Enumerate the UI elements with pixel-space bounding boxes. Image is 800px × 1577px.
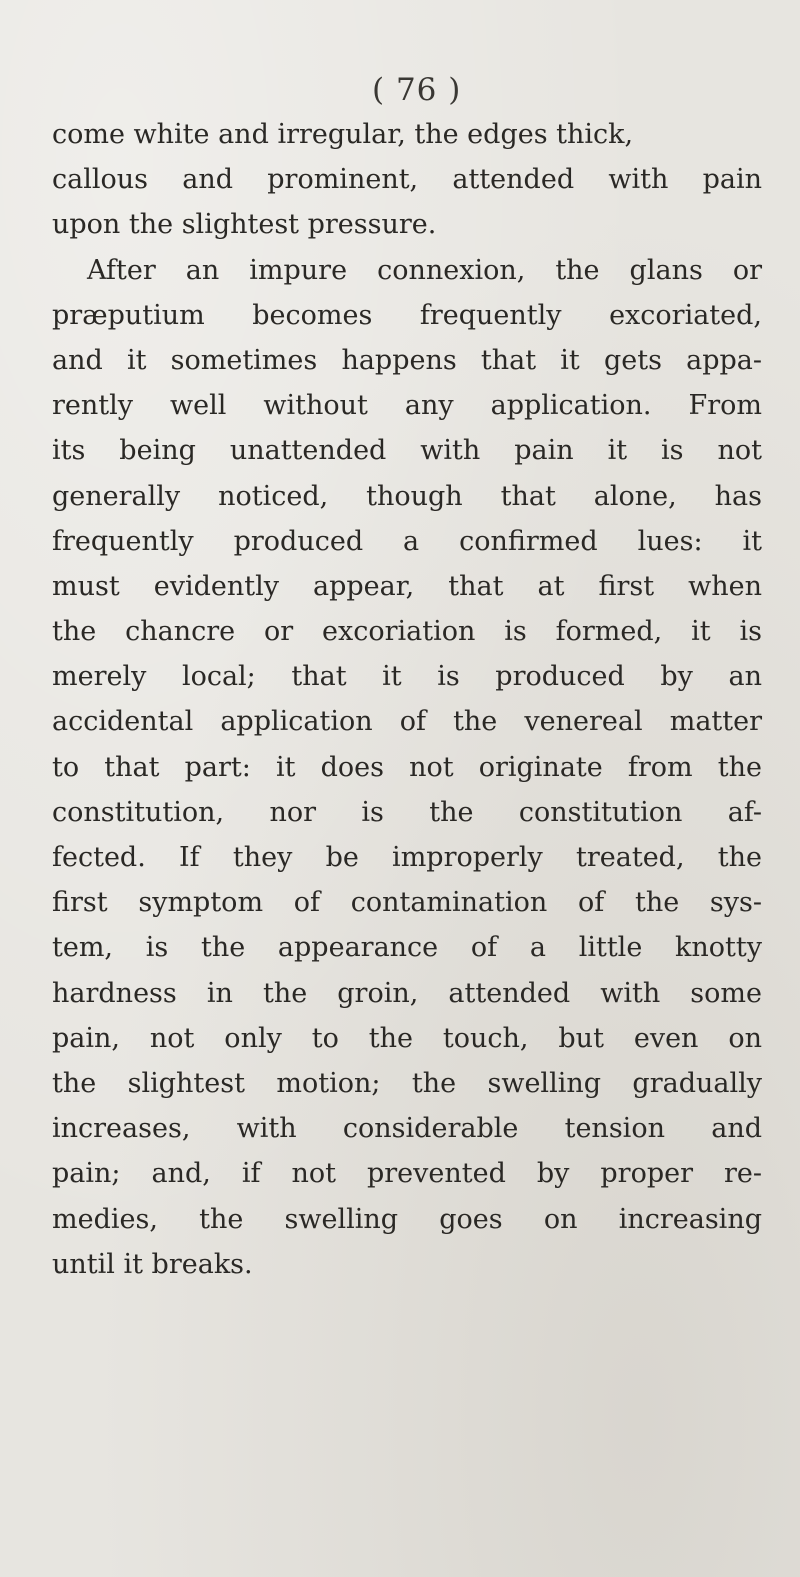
text-line: come white and irregular, the edges thick,: [52, 119, 634, 150]
text-line: accidental application of the venereal matter: [52, 706, 762, 738]
text-line: until it breaks.: [52, 1248, 253, 1280]
text-line: the slightest motion; the swelling gradually: [52, 1067, 762, 1099]
text-line: the chancre or excoriation is formed, it is: [52, 616, 762, 648]
text-line: rently well without any application. From: [52, 390, 762, 422]
text-line: its being unattended with pain it is not: [52, 435, 762, 467]
text-line: and it sometimes happens that it gets appa-: [52, 344, 762, 376]
text-line: medies, the swelling goes on increasing: [52, 1203, 762, 1235]
text-line: merely local; that it is produced by an: [52, 661, 762, 693]
text-line: generally noticed, though that alone, has: [52, 480, 762, 512]
text-line: pain; and, if not prevented by proper re-: [52, 1158, 762, 1190]
page-number: ( 76 ): [372, 72, 462, 108]
text-line: to that part: it does not originate from the: [52, 751, 762, 783]
text-line: frequently produced a confirmed lues: it: [52, 525, 762, 557]
body-text: [52, 112, 762, 1287]
text-line: must evidently appear, that at first when: [52, 570, 762, 602]
text-line: callous and prominent, attended with pain: [52, 164, 762, 196]
text-line: increases, with considerable tension and: [52, 1113, 762, 1145]
text-line: præputium becomes frequently excoriated,: [52, 299, 762, 331]
text-line: constitution, nor is the constitution af-: [52, 796, 762, 828]
text-line: After an impure connexion, the glans or: [87, 254, 762, 286]
text-line: pain, not only to the touch, but even on: [52, 1022, 762, 1054]
text-line: tem, is the appearance of a little knotty: [52, 932, 762, 964]
text-line: fected. If they be improperly treated, the: [52, 842, 762, 873]
text-line: hardness in the groin, attended with some: [52, 977, 762, 1009]
text-line: first symptom of contamination of the sys-: [52, 887, 762, 919]
text-line: upon the slightest pressure.: [52, 209, 437, 241]
